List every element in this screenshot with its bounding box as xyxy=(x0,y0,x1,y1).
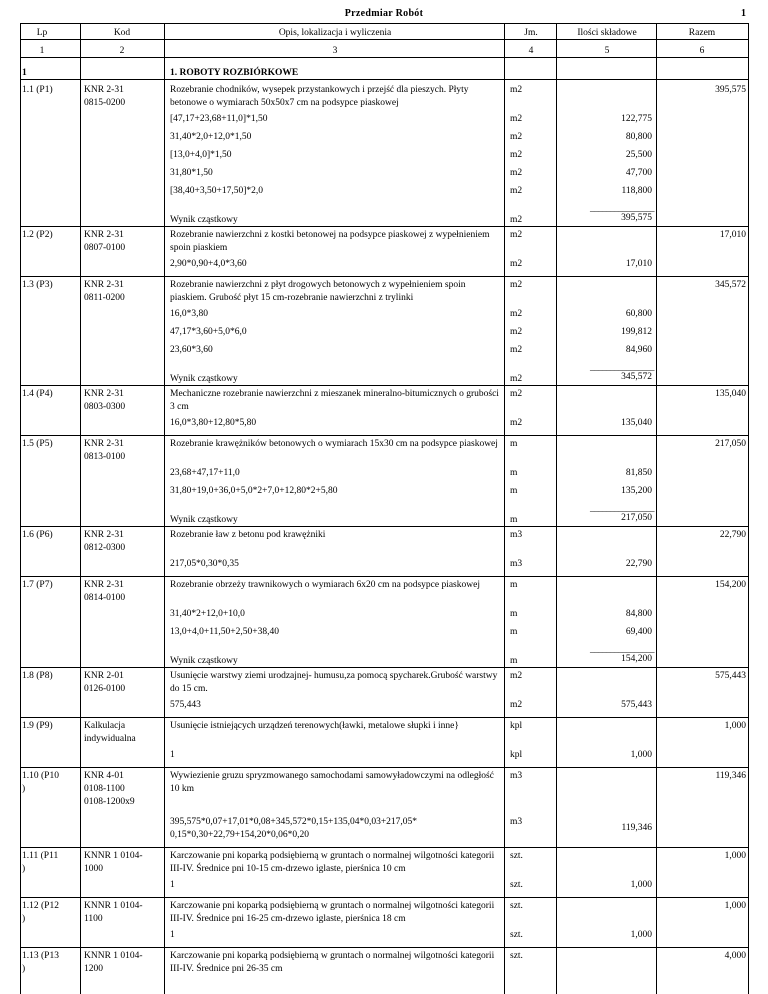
calc-value: 69,400 xyxy=(625,627,652,637)
calc-value: 1,000 xyxy=(630,930,652,940)
calc-formula: 1 xyxy=(170,880,175,890)
column-line-6 xyxy=(748,23,749,994)
header-opis: Opis, lokalizacja i wyliczenia xyxy=(278,28,392,38)
calc-formula: 395,575*0,07+17,01*0,08+345,572*0,15+135,04*0,03+217,05* 0,15*0,30+22,79+154,20*0,06*0,20 xyxy=(170,817,418,840)
item-separator xyxy=(20,385,749,386)
calc-jm: m2 xyxy=(510,114,523,124)
table-top-border xyxy=(20,23,749,24)
item-jm: m xyxy=(510,439,518,449)
calc-formula: [13,0+4,0]*1,50 xyxy=(170,150,232,160)
item-opis: Usunięcie istniejących urządzeń terenowych(ławki, metalowe słupki i inne} xyxy=(170,721,459,731)
item-jm: m3 xyxy=(510,530,523,540)
calc-formula: 31,80*1,50 xyxy=(170,168,213,178)
calc-value: 84,800 xyxy=(625,609,652,619)
item-razem: 575,443 xyxy=(715,671,746,681)
calc-formula: [47,17+23,68+11,0]*1,50 xyxy=(170,114,268,124)
item-lp: 1.13 (P13 ) xyxy=(22,951,59,974)
item-razem: 22,790 xyxy=(719,530,746,540)
calc-jm: m xyxy=(510,609,518,619)
item-lp: 1.4 (P4) xyxy=(22,389,53,399)
subtotal-label: Wynik cząstkowy xyxy=(170,215,238,225)
header-jm: Jm. xyxy=(524,28,538,38)
item-separator xyxy=(20,847,749,848)
item-razem: 345,572 xyxy=(715,280,746,290)
item-lp: 1.9 (P9) xyxy=(22,721,53,731)
calc-jm: m2 xyxy=(510,345,523,355)
calc-value: 118,800 xyxy=(621,186,652,196)
calc-jm: m3 xyxy=(510,559,523,569)
document-title: Przedmiar Robót xyxy=(344,8,424,19)
item-separator xyxy=(20,226,749,227)
item-kod: KNNR 1 0104- 1000 xyxy=(84,851,143,874)
item-kod: KNR 2-01 0126-0100 xyxy=(84,671,126,694)
item-jm: m xyxy=(510,580,518,590)
item-opis: Wywiezienie gruzu spryzmowanego samochodami samowyładowczymi na odległość 10 km xyxy=(170,771,494,794)
item-razem: 135,040 xyxy=(715,389,746,399)
calc-formula: 31,80+19,0+36,0+5,0*2+7,0+12,80*2+5,80 xyxy=(170,486,338,496)
item-opis: Rozebranie nawierzchni z płyt drogowych betonowych z wypełnieniem spoin piaskiem. Grubość płyt 15 cm-rozebranie nawierzchni z trylinki xyxy=(170,280,466,303)
header-kod: Kod xyxy=(113,28,131,38)
calc-jm: m2 xyxy=(510,150,523,160)
calc-jm: m xyxy=(510,468,518,478)
item-razem: 1,000 xyxy=(724,901,746,911)
item-jm: m2 xyxy=(510,85,523,95)
subtotal-rule: ________________ xyxy=(590,644,654,654)
calc-jm: m2 xyxy=(510,259,523,269)
item-opis: Karczowanie pni koparką podsiębierną w gruntach o normalnej wilgotności kategorii III-IV. Średnice pni 26-35 cm xyxy=(170,951,495,974)
header-lp: Lp xyxy=(36,28,48,38)
subtotal-jm: m xyxy=(510,656,518,666)
header-bottom-line xyxy=(20,57,749,58)
calc-formula: 23,68+47,17+11,0 xyxy=(170,468,240,478)
calc-formula: 575,443 xyxy=(170,700,201,710)
item-razem: 1,000 xyxy=(724,721,746,731)
item-kod: KNR 2-31 0811-0200 xyxy=(84,280,125,303)
item-opis: Rozebranie ław z betonu pod krawężniki xyxy=(170,530,326,540)
calc-value: 199,812 xyxy=(621,327,652,337)
item-razem: 4,000 xyxy=(724,951,746,961)
item-opis: Mechaniczne rozebranie nawierzchni z mieszanek mineralno-bitumicznych o grubości 3 cm xyxy=(170,389,499,412)
item-opis: Karczowanie pni koparką podsiębierną w gruntach o normalnej wilgotności kategorii III-IV. Średnice pni 16-25 cm-drzewo iglaste, pierśnica 18 cm xyxy=(170,901,495,924)
item-jm: m2 xyxy=(510,389,523,399)
item-lp: 1.2 (P2) xyxy=(22,230,53,240)
header-num-2: 2 xyxy=(119,46,125,56)
calc-value: 119,346 xyxy=(621,823,652,833)
item-lp: 1.10 (P10 ) xyxy=(22,771,59,794)
calc-value: 122,775 xyxy=(621,114,652,124)
header-num-5: 5 xyxy=(604,46,610,56)
item-jm: m2 xyxy=(510,280,523,290)
item-separator xyxy=(20,276,749,277)
calc-value: 84,960 xyxy=(625,345,652,355)
header-num-3: 3 xyxy=(332,46,338,56)
item-separator xyxy=(20,576,749,577)
item-separator xyxy=(20,526,749,527)
subtotal-value: 395,575 xyxy=(621,213,652,223)
calc-value: 60,800 xyxy=(625,309,652,319)
item-separator xyxy=(20,435,749,436)
subtotal-jm: m2 xyxy=(510,215,523,225)
calc-jm: m2 xyxy=(510,700,523,710)
item-razem: 17,010 xyxy=(719,230,746,240)
column-line-3 xyxy=(504,23,505,994)
calc-formula: 1 xyxy=(170,750,175,760)
item-opis: Karczowanie pni koparką podsiębierną w gruntach o normalnej wilgotności kategorii III-IV. Średnice pni 10-15 cm-drzewo iglaste, pierśnica 10 cm xyxy=(170,851,495,874)
column-line-5 xyxy=(656,23,657,994)
calc-value: 135,040 xyxy=(621,418,652,428)
calc-formula: [38,40+3,50+17,50]*2,0 xyxy=(170,186,264,196)
item-kod: Kalkulacja indywidualna xyxy=(84,721,136,744)
calc-formula: 31,40*2,0+12,0*1,50 xyxy=(170,132,252,142)
calc-jm: m2 xyxy=(510,418,523,428)
calc-formula: 1 xyxy=(170,930,175,940)
calc-jm: m xyxy=(510,486,518,496)
calc-formula: 31,40*2+12,0+10,0 xyxy=(170,609,245,619)
item-kod: KNR 2-31 0813-0100 xyxy=(84,439,126,462)
subtotal-value: 345,572 xyxy=(621,372,652,382)
item-separator xyxy=(20,767,749,768)
calc-value: 47,700 xyxy=(625,168,652,178)
item-kod: KNR 2-31 0814-0100 xyxy=(84,580,126,603)
item-jm: m2 xyxy=(510,671,523,681)
calc-formula: 47,17*3,60+5,0*6,0 xyxy=(170,327,247,337)
item-separator xyxy=(20,897,749,898)
section-lp: 1 xyxy=(22,68,27,78)
item-kod: KNR 4-01 0108-1100 0108-1200x9 xyxy=(84,771,135,807)
calc-jm: m3 xyxy=(510,817,523,827)
calc-formula: 2,90*0,90+4,0*3,60 xyxy=(170,259,247,269)
item-jm: m3 xyxy=(510,771,523,781)
item-razem: 395,575 xyxy=(715,85,746,95)
item-lp: 1.5 (P5) xyxy=(22,439,53,449)
item-kod: KNR 2-31 0807-0100 xyxy=(84,230,126,253)
calc-formula: 23,60*3,60 xyxy=(170,345,213,355)
calc-jm: m2 xyxy=(510,132,523,142)
calc-formula: 13,0+4,0+11,50+2,50+38,40 xyxy=(170,627,279,637)
item-jm: m2 xyxy=(510,230,523,240)
calc-jm: szt. xyxy=(510,880,523,890)
calc-value: 17,010 xyxy=(625,259,652,269)
section-bottom-line xyxy=(20,79,749,80)
subtotal-label: Wynik cząstkowy xyxy=(170,374,238,384)
calc-value: 81,850 xyxy=(625,468,652,478)
calc-value: 575,443 xyxy=(621,700,652,710)
subtotal-value: 217,050 xyxy=(621,513,652,523)
item-opis: Rozebranie obrzeży trawnikowych o wymiarach 6x20 cm na podsypce piaskowej xyxy=(170,580,480,590)
item-opis: Rozebranie chodników, wysepek przystankowych i przejść dla pieszych. Płyty betonowe o wymiarach 50x50x7 cm na podsypce piaskowej xyxy=(170,85,469,108)
page-number: 1 xyxy=(741,8,746,19)
calc-value: 22,790 xyxy=(625,559,652,569)
calc-formula: 16,0*3,80 xyxy=(170,309,208,319)
subtotal-jm: m xyxy=(510,515,518,525)
item-jm: kpl xyxy=(510,721,523,731)
section-title: 1. ROBOTY ROZBIÓRKOWE xyxy=(170,68,299,78)
calc-jm: m2 xyxy=(510,327,523,337)
calc-jm: m xyxy=(510,627,518,637)
item-lp: 1.1 (P1) xyxy=(22,85,53,95)
item-kod: KNR 2-31 0815-0200 xyxy=(84,85,126,108)
header-divider xyxy=(20,39,749,40)
item-kod: KNNR 1 0104- 1200 xyxy=(84,951,143,974)
item-lp: 1.6 (P6) xyxy=(22,530,53,540)
header-num-6: 6 xyxy=(699,46,705,56)
item-kod: KNR 2-31 0812-0300 xyxy=(84,530,126,553)
header-num-1: 1 xyxy=(39,46,45,56)
item-lp: 1.7 (P7) xyxy=(22,580,53,590)
subtotal-label: Wynik cząstkowy xyxy=(170,515,238,525)
item-separator xyxy=(20,717,749,718)
header-num-4: 4 xyxy=(528,46,534,56)
header-razem: Razem xyxy=(688,28,716,38)
calc-jm: szt. xyxy=(510,930,523,940)
subtotal-rule: ________________ xyxy=(590,362,654,372)
item-jm: szt. xyxy=(510,951,523,961)
item-razem: 1,000 xyxy=(724,851,746,861)
subtotal-value: 154,200 xyxy=(621,654,652,664)
calc-formula: 16,0*3,80+12,80*5,80 xyxy=(170,418,257,428)
calc-value: 1,000 xyxy=(630,880,652,890)
calc-jm: m2 xyxy=(510,186,523,196)
column-line-1 xyxy=(80,23,81,994)
subtotal-rule: ________________ xyxy=(590,503,654,513)
item-lp: 1.11 (P11 ) xyxy=(22,851,59,874)
item-lp: 1.3 (P3) xyxy=(22,280,53,290)
column-line-0 xyxy=(20,23,21,994)
header-ilosci: Ilości składowe xyxy=(577,28,637,38)
item-kod: KNR 2-31 0803-0300 xyxy=(84,389,126,412)
calc-value: 80,800 xyxy=(625,132,652,142)
subtotal-label: Wynik cząstkowy xyxy=(170,656,238,666)
calc-value: 25,500 xyxy=(625,150,652,160)
item-kod: KNNR 1 0104- 1100 xyxy=(84,901,143,924)
calc-value: 135,200 xyxy=(621,486,652,496)
item-razem: 119,346 xyxy=(715,771,746,781)
item-razem: 217,050 xyxy=(715,439,746,449)
item-jm: szt. xyxy=(510,851,523,861)
item-separator xyxy=(20,947,749,948)
item-separator xyxy=(20,667,749,668)
calc-value: 1,000 xyxy=(630,750,652,760)
item-opis: Rozebranie krawężników betonowych o wymiarach 15x30 cm na podsypce piaskowej xyxy=(170,439,498,449)
item-opis: Rozebranie nawierzchni z kostki betonowej na podsypce piaskowej z wypełnieniem spoin piaskiem xyxy=(170,230,490,253)
item-lp: 1.8 (P8) xyxy=(22,671,53,681)
column-line-4 xyxy=(556,23,557,994)
calc-jm: kpl xyxy=(510,750,523,760)
item-razem: 154,200 xyxy=(715,580,746,590)
item-opis: Usunięcie warstwy ziemi urodzajnej- humusu,za pomocą spycharek.Grubość warstwy do 15 cm. xyxy=(170,671,498,694)
subtotal-jm: m2 xyxy=(510,374,523,384)
subtotal-rule: ________________ xyxy=(590,203,654,213)
column-line-2 xyxy=(164,23,165,994)
calc-formula: 217,05*0,30*0,35 xyxy=(170,559,239,569)
calc-jm: m2 xyxy=(510,309,523,319)
calc-jm: m2 xyxy=(510,168,523,178)
item-jm: szt. xyxy=(510,901,523,911)
item-lp: 1.12 (P12 ) xyxy=(22,901,59,924)
